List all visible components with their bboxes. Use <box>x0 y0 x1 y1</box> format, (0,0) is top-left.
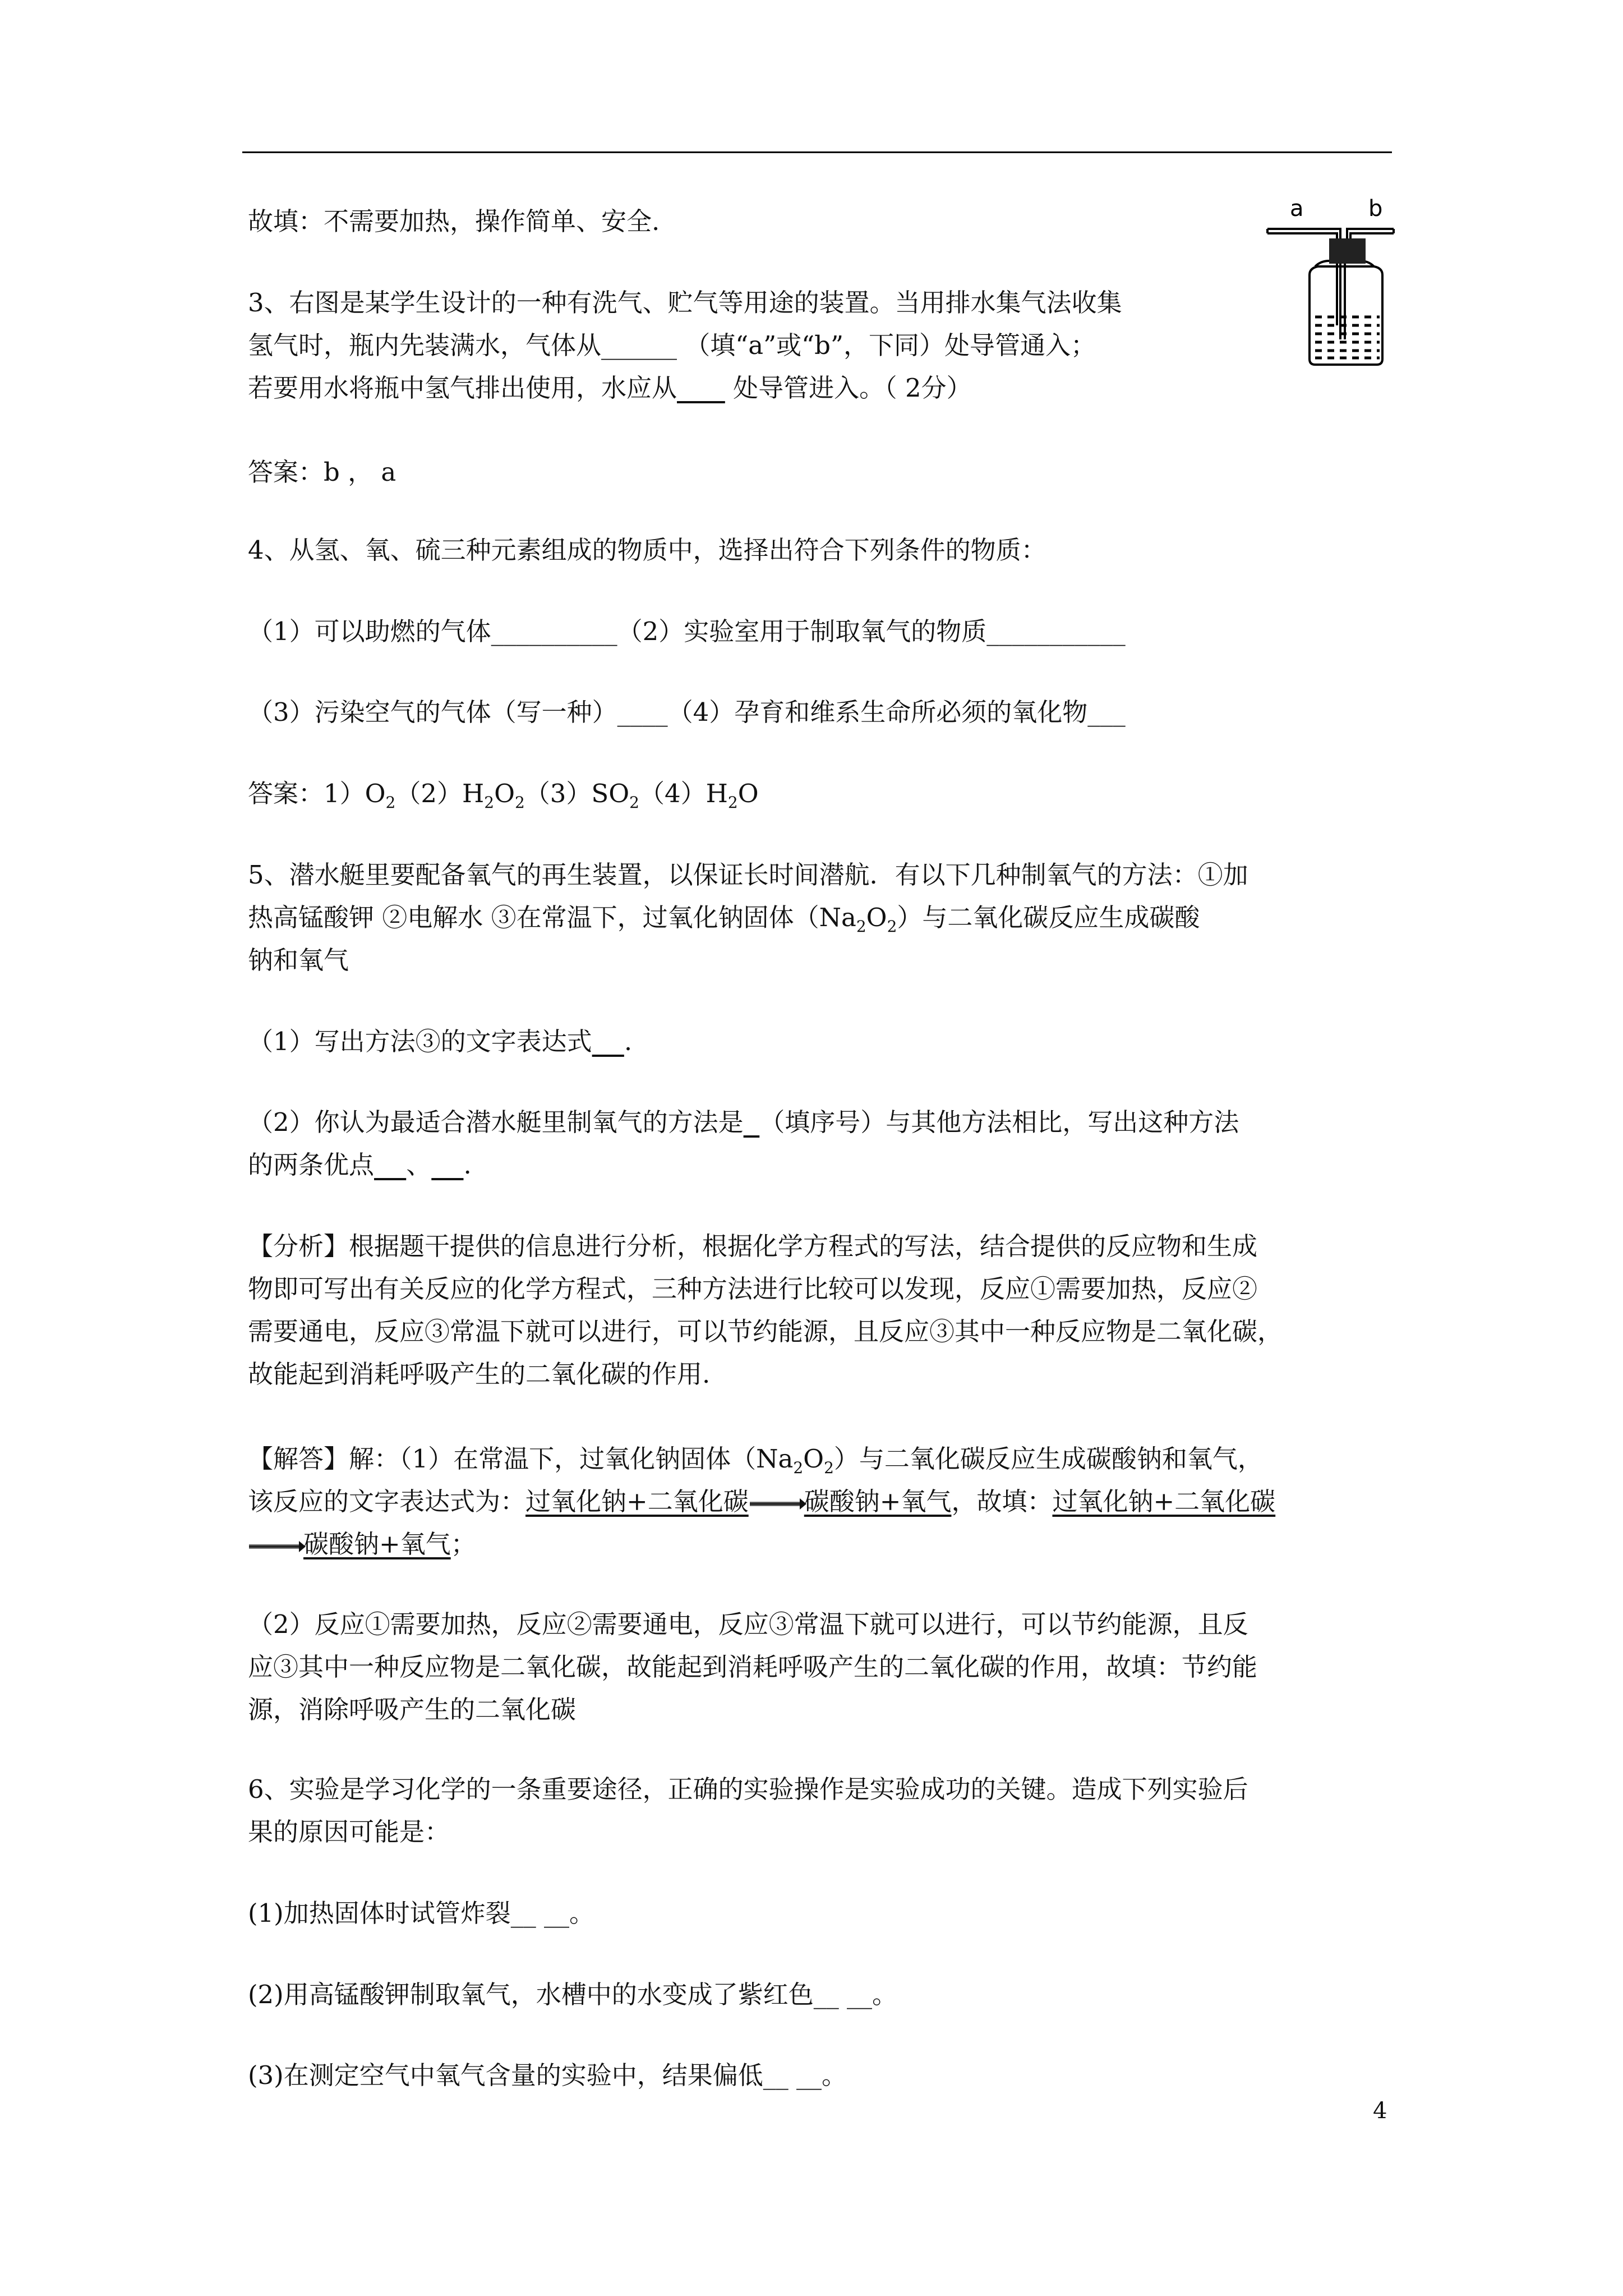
text: 应③其中一种反应物是二氧化碳，故能起到消耗呼吸产生的二氧化碳的作用，故填：节约能 <box>248 1652 1258 1682</box>
text-line <box>248 200 1392 243</box>
underlined-answer: 碳酸钠+氧气 <box>804 1487 952 1516</box>
text: ，故填： <box>951 1487 1053 1516</box>
text-line <box>248 1688 1392 1731</box>
text-line <box>248 529 1392 572</box>
text-line <box>248 324 1392 367</box>
text: （2）你认为最适合潜水艇里制氧气的方法是 <box>248 1107 744 1137</box>
text: 6、实验是学习化学的一条重要途径，正确的实验操作是实验成功的关键。造成下列实验后 <box>248 1774 1248 1804</box>
paragraph-q6 <box>248 1768 1392 1853</box>
text: 果的原因可能是： <box>248 1817 450 1847</box>
text: 该反应的文字表达式为： <box>248 1487 526 1516</box>
text: ； <box>450 1529 476 1559</box>
label-b: b <box>1368 196 1383 222</box>
text: 故能起到消耗呼吸产生的二氧化碳的作用. <box>248 1359 711 1389</box>
subscript: 2 <box>887 917 897 936</box>
text: 源，消除呼吸产生的二氧化碳 <box>248 1695 577 1724</box>
text: (1)加热固体时试管炸裂__ __。 <box>248 1898 595 1928</box>
text-line <box>248 772 1392 815</box>
paragraph-a3 <box>248 451 1392 494</box>
text: （2）反应①需要加热，反应②需要通电，反应③常温下就可以进行，可以节约能源，且反 <box>248 1609 1248 1639</box>
text-line <box>248 1144 1392 1186</box>
paragraph-q6-3 <box>248 2054 1392 2097</box>
text: O <box>737 779 759 808</box>
reaction-arrow-icon <box>750 1502 803 1506</box>
paragraph-analysis <box>248 1225 1392 1396</box>
text: 氢气时，瓶内先装满水，气体从______ （填“a”或“b”，下同）处导管通入； <box>248 330 1096 360</box>
gas-washing-bottle-figure <box>1256 191 1419 376</box>
paragraph-solution-2 <box>248 1603 1392 1731</box>
stopper <box>1329 238 1366 264</box>
text: . <box>463 1150 472 1180</box>
text-line <box>248 1268 1392 1310</box>
text: 钠和氧气 <box>248 945 349 975</box>
text-line <box>248 1480 1392 1523</box>
text: （1）写出方法③的文字表达式 <box>248 1027 592 1056</box>
text: （4）H <box>639 779 728 808</box>
text: (3)在测定空气中氧气含量的实验中，结果偏低__ __。 <box>248 2060 847 2090</box>
text-line <box>248 1892 1392 1935</box>
subscript: 2 <box>824 1458 834 1477</box>
text-line <box>248 1101 1392 1144</box>
paragraph-q6-1 <box>248 1892 1392 1935</box>
text: 处导管进入。（ 2分） <box>725 373 972 403</box>
paragraph-solution <box>248 1438 1392 1566</box>
paragraph-q4-12 <box>248 610 1392 653</box>
underlined-answer <box>374 1150 406 1180</box>
text: 需要通电，反应③常温下就可以进行，可以节约能源，且反应③其中一种反应物是二氧化碳， <box>248 1317 1283 1346</box>
text: 若要用水将瓶中氢气排出使用，水应从 <box>248 373 677 403</box>
page-number: 4 <box>1373 2098 1387 2124</box>
text: 、 <box>406 1150 432 1180</box>
text-line <box>248 896 1392 939</box>
text: 热高锰酸钾 ②电解水 ③在常温下，过氧化钠固体（Na <box>248 903 856 932</box>
text: 物即可写出有关反应的化学方程式，三种方法进行比较可以发现，反应①需要加热，反应② <box>248 1274 1258 1304</box>
subscript: 2 <box>514 793 525 812</box>
text-line <box>248 367 1392 409</box>
paragraph-q5-1 <box>248 1020 1392 1063</box>
underlined-answer: 过氧化钠+二氧化碳 <box>1052 1487 1276 1516</box>
text-line <box>248 1310 1392 1353</box>
text-line <box>248 1768 1392 1811</box>
paragraph-q6-2 <box>248 1973 1392 2016</box>
text: 的两条优点 <box>248 1150 375 1180</box>
paragraph-q5-2 <box>248 1101 1392 1186</box>
text-line <box>248 1225 1392 1268</box>
paragraph-q4-34 <box>248 691 1392 734</box>
text-line <box>248 1603 1392 1646</box>
reaction-arrow-icon <box>249 1544 302 1549</box>
underlined-answer <box>744 1107 760 1137</box>
text-line <box>248 1811 1392 1853</box>
text: . <box>624 1027 633 1056</box>
paragraph-q5 <box>248 854 1392 982</box>
text: （1）可以助燃的气体__________（2）实验室用于制取氧气的物质___________ <box>248 616 1126 646</box>
text: 【分析】根据题干提供的信息进行分析，根据化学方程式的写法，结合提供的反应物和生成 <box>248 1231 1258 1261</box>
text-line <box>248 1646 1392 1688</box>
text: (2)用高锰酸钾制取氧气，水槽中的水变成了紫红色__ __。 <box>248 1980 898 2009</box>
underlined-answer <box>677 373 725 403</box>
text: 5、潜水艇里要配备氧气的再生装置，以保证长时间潜航．有以下几种制氧气的方法：①加 <box>248 860 1248 890</box>
paragraph-p-guzhen <box>248 200 1392 243</box>
text-line <box>248 610 1392 653</box>
text-line <box>248 1020 1392 1063</box>
subscript: 2 <box>727 793 738 812</box>
underlined-answer <box>431 1150 463 1180</box>
text: 4、从氢、氧、硫三种元素组成的物质中，选择出符合下列条件的物质： <box>248 535 1046 565</box>
text: 答案：b ， a <box>248 457 396 487</box>
text-line <box>248 1438 1392 1480</box>
underlined-answer: 碳酸钠+氧气 <box>303 1529 451 1559</box>
text: O <box>494 779 515 808</box>
text-line <box>248 2054 1392 2097</box>
subscript: 2 <box>385 793 396 812</box>
text: 答案：1）O <box>248 779 386 808</box>
text-line <box>248 854 1392 896</box>
text-line <box>248 451 1392 494</box>
text: O <box>866 903 887 932</box>
text: （填序号）与其他方法相比，写出这种方法 <box>759 1107 1239 1137</box>
underlined-answer: 过氧化钠+二氧化碳 <box>525 1487 749 1516</box>
paragraph-q4 <box>248 529 1392 572</box>
text: 3、右图是某学生设计的一种有洗气、贮气等用途的装置。当用排水集气法收集 <box>248 288 1122 318</box>
text: 【解答】解：（1）在常温下，过氧化钠固体（Na <box>248 1444 794 1474</box>
text: （2）H <box>395 779 485 808</box>
text: ）与二氧化碳反应生成碳酸 <box>897 903 1200 932</box>
text-line <box>248 1353 1392 1396</box>
subscript: 2 <box>793 1458 804 1477</box>
subscript: 2 <box>484 793 495 812</box>
gas-washing-bottle-icon <box>1256 191 1419 376</box>
text-line <box>248 1973 1392 2016</box>
text-line <box>248 1523 1392 1566</box>
subscript: 2 <box>629 793 639 812</box>
header-rule <box>242 151 1392 153</box>
text: （3）SO <box>524 779 630 808</box>
text: 故填：不需要加热，操作简单、安全. <box>248 206 660 236</box>
subscript: 2 <box>856 917 866 936</box>
text: ）与二氧化碳反应生成碳酸钠和氧气， <box>833 1444 1263 1474</box>
text-line <box>248 282 1392 324</box>
text: （3）污染空气的气体（写一种）____（4）孕育和维系生命所必须的氧化物___ <box>248 697 1126 727</box>
underlined-answer <box>592 1027 624 1056</box>
text-line <box>248 939 1392 982</box>
text: O <box>803 1444 824 1474</box>
label-a: a <box>1290 196 1304 222</box>
paragraph-q3 <box>248 282 1392 409</box>
text-line <box>248 691 1392 734</box>
paragraph-a4 <box>248 772 1392 815</box>
